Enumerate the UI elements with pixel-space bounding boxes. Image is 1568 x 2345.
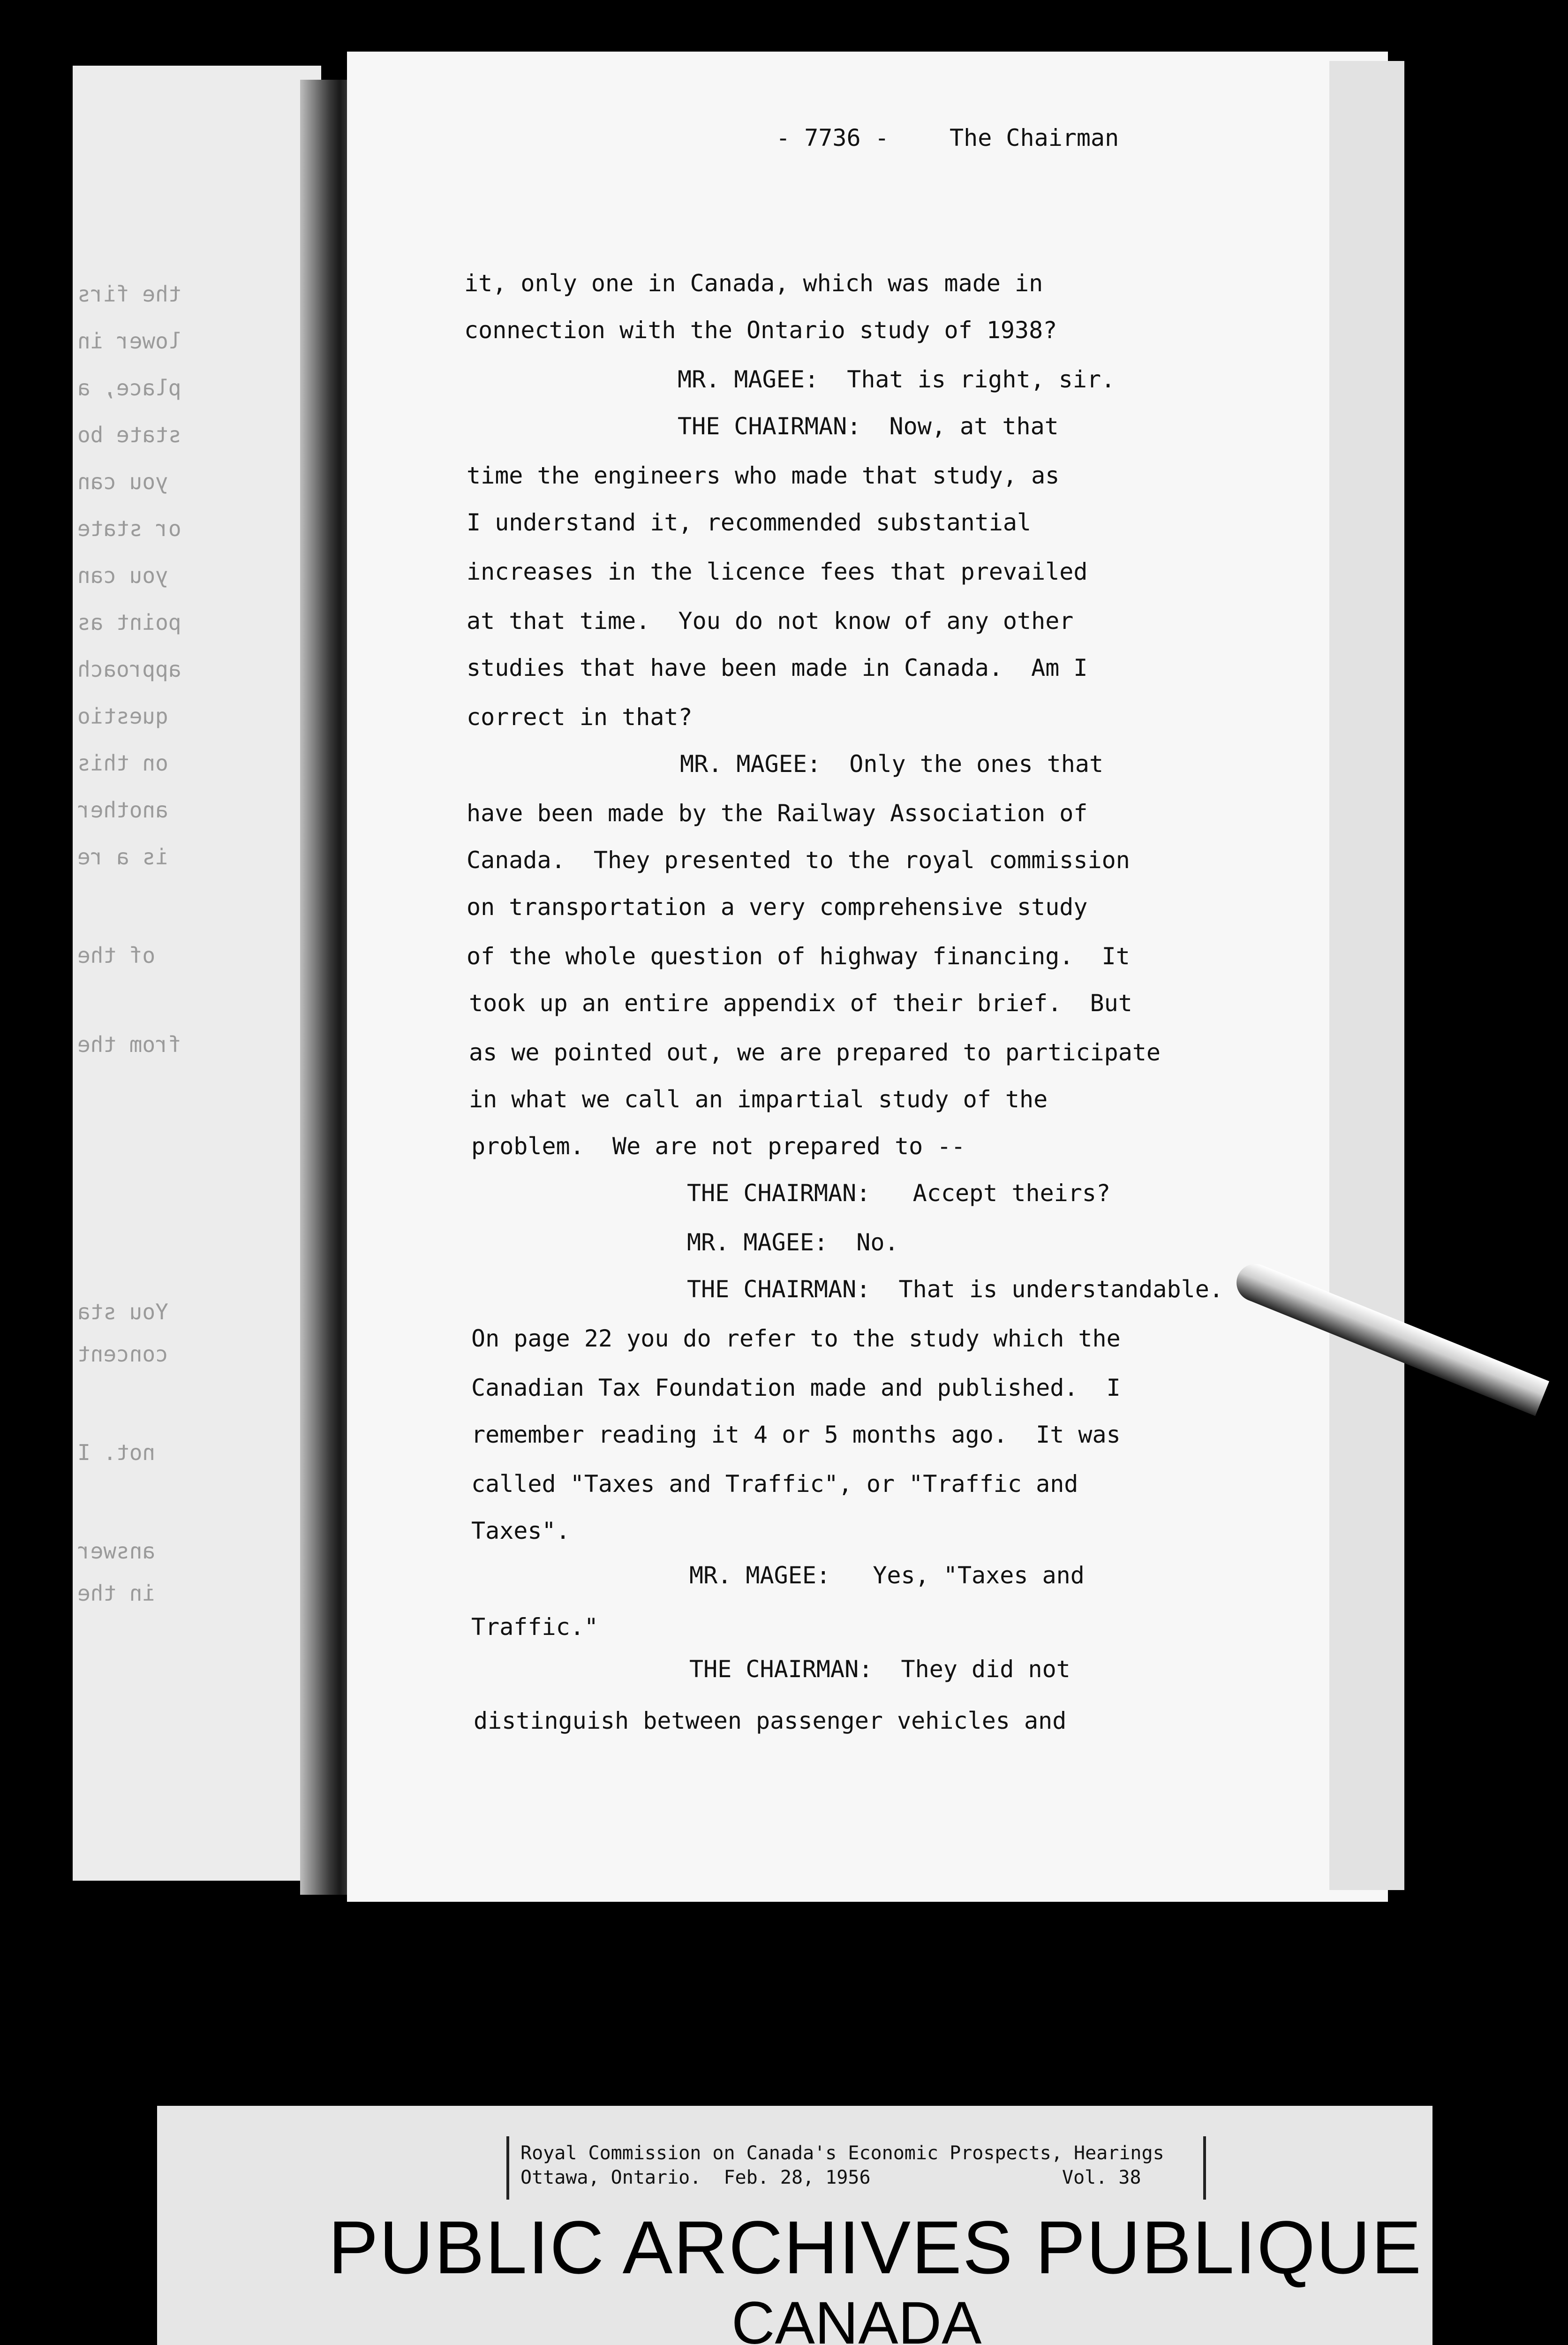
transcript-line: MR. MAGEE: Yes, "Taxes and <box>689 1562 1085 1589</box>
ghost-line: the firs <box>77 281 181 307</box>
transcript-line: problem. We are not prepared to -- <box>471 1133 965 1160</box>
ghost-line: answer <box>77 1538 156 1564</box>
ghost-line: you can <box>77 563 168 588</box>
transcript-line: remember reading it 4 or 5 months ago. It was <box>471 1421 1121 1448</box>
transcript-line: increases in the licence fees that prevailed <box>467 558 1088 585</box>
transcript-line: I understand it, recommended substantial <box>467 509 1032 536</box>
ghost-line: concent <box>77 1341 168 1367</box>
transcript-line: MR. MAGEE: That is right, sir. <box>678 366 1116 393</box>
running-head: The Chairman <box>950 124 1119 151</box>
transcript-line: THE CHAIRMAN: They did not <box>689 1656 1070 1683</box>
transcript-line: Canada. They presented to the royal commission <box>467 847 1130 874</box>
page-edge <box>1329 61 1404 1890</box>
ghost-line: is a re <box>77 844 168 870</box>
transcript-line: MR. MAGEE: No. <box>687 1229 899 1256</box>
ghost-line: not. I <box>77 1440 156 1465</box>
ghost-line: or state <box>77 516 181 541</box>
transcript-line: Canadian Tax Foundation made and published. I <box>471 1374 1121 1401</box>
transcript-line: THE CHAIRMAN: Accept theirs? <box>687 1180 1111 1207</box>
transcript-line: it, only one in Canada, which was made in <box>464 270 1043 297</box>
ghost-line: from the <box>77 1032 181 1057</box>
ghost-line: place, a <box>77 375 181 401</box>
ghost-line: of the <box>77 943 156 968</box>
ghost-line: in the <box>77 1581 156 1606</box>
archive-title: PUBLIC ARCHIVES PUBLIQUE <box>328 2205 1423 2289</box>
page-number: - 7736 - <box>776 124 889 151</box>
archive-caption-line2: Ottawa, Ontario. Feb. 28, 1956 <box>520 2167 871 2188</box>
transcript-line: MR. MAGEE: Only the ones that <box>680 750 1104 778</box>
transcript-line: called "Taxes and Traffic", or "Traffic and <box>471 1470 1078 1498</box>
transcript-line: On page 22 you do refer to the study which the <box>471 1325 1121 1352</box>
ghost-line: questio <box>77 704 168 729</box>
transcript-line: Traffic." <box>471 1613 598 1641</box>
ghost-line: on this <box>77 750 168 776</box>
transcript-line: time the engineers who made that study, as <box>467 462 1060 489</box>
transcript-line: studies that have been made in Canada. Am I <box>467 654 1088 681</box>
transcript-line: on transportation a very comprehensive study <box>467 893 1088 921</box>
transcript-line: as we pointed out, we are prepared to participate <box>469 1039 1161 1066</box>
archive-volume: Vol. 38 <box>1062 2167 1141 2188</box>
transcript-line: took up an entire appendix of their brief. But <box>469 990 1132 1017</box>
transcript-line: THE CHAIRMAN: That is understandable. <box>687 1276 1223 1303</box>
transcript-line: at that time. You do not know of any other <box>467 607 1074 635</box>
ghost-line: approach <box>77 657 181 682</box>
ghost-line: state bo <box>77 422 181 447</box>
ghost-line: you can <box>77 469 168 494</box>
transcript-line: in what we call an impartial study of the <box>469 1086 1048 1113</box>
transcript-line: connection with the Ontario study of 1938? <box>464 317 1057 344</box>
ghost-line: another <box>77 797 168 823</box>
archive-country: CANADA <box>731 2290 982 2345</box>
ghost-line: lower in <box>77 328 181 354</box>
transcript-line: of the whole question of highway financing. It <box>467 943 1130 970</box>
transcript-line: THE CHAIRMAN: Now, at that <box>678 413 1059 440</box>
transcript-line: correct in that? <box>467 704 693 731</box>
ghost-line: point as <box>77 610 181 635</box>
ghost-line: You sta <box>77 1299 168 1324</box>
transcript-line: have been made by the Railway Association of <box>467 800 1088 827</box>
transcript-line: Taxes". <box>471 1517 570 1544</box>
archive-caption-line1: Royal Commission on Canada's Economic Prospects, Hearings <box>520 2142 1164 2164</box>
transcript-line: distinguish between passenger vehicles and <box>474 1707 1067 1734</box>
